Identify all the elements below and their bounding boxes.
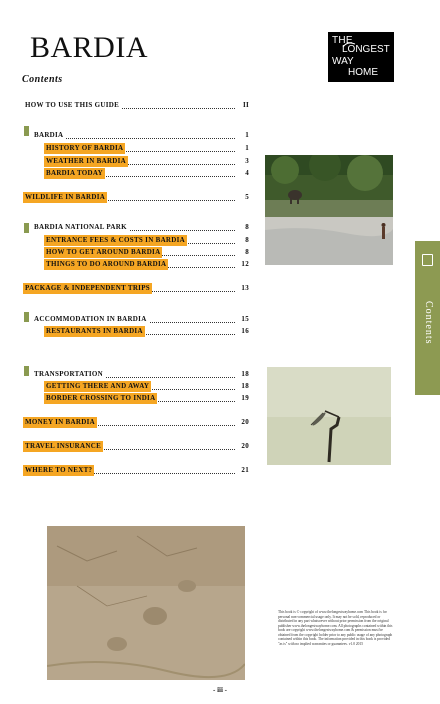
logo-line-3: WAY: [332, 56, 354, 67]
toc-entry-page: 1: [237, 143, 249, 154]
toc-entry-label: BARDIA: [34, 131, 64, 139]
toc-entry-history[interactable]: [44, 143, 249, 154]
toc-entry-wildlife[interactable]: [23, 192, 249, 203]
elephant-river-photo: [265, 155, 393, 265]
toc-entry-restaurants[interactable]: [44, 326, 249, 337]
toc-entry-how-to-use[interactable]: [23, 100, 249, 111]
toc-entry-label: BARDIA NATIONAL PARK: [34, 223, 127, 231]
toc-entry-page: 3: [237, 156, 249, 167]
page-number: - iii -: [213, 686, 227, 694]
toc-entry-label: ACCOMMODATION IN BARDIA: [34, 315, 147, 323]
toc-entry-bardia-today[interactable]: [44, 168, 249, 179]
toc-entry-label: GETTING THERE AND AWAY: [46, 382, 150, 390]
toc-entry-get-around[interactable]: [44, 247, 249, 258]
toc-entry-weather[interactable]: [44, 156, 249, 167]
toc-entry-label: WHERE TO NEXT?: [25, 466, 93, 474]
toc-entry-insurance[interactable]: [23, 441, 249, 452]
toc-entry-page: 21: [237, 465, 249, 476]
sand-tracks-image: [47, 526, 245, 680]
toc-entry-transportation[interactable]: [32, 369, 249, 380]
toc-entry-page: 16: [237, 326, 249, 337]
section-marker: [24, 312, 29, 322]
publisher-logo: [328, 32, 394, 82]
section-marker: [24, 366, 29, 376]
toc-entry-label: HOW TO USE THIS GUIDE: [25, 101, 120, 109]
toc-entry-label: HOW TO GET AROUND BARDIA: [46, 248, 161, 256]
contents-heading: Contents: [22, 74, 63, 85]
toc-entry-page: 18: [237, 369, 249, 380]
toc-entry-page: 18: [237, 381, 249, 392]
toc-entry-money[interactable]: [23, 417, 249, 428]
dragonfly-image: [267, 367, 391, 465]
logo-line-2: LONGEST: [342, 44, 390, 55]
sand-tracks-photo: [47, 526, 245, 680]
toc-entry-page: II: [237, 100, 249, 111]
logo-line-1: THE: [332, 35, 353, 46]
toc-entry-things-to-do[interactable]: [44, 259, 249, 270]
document-icon: [422, 254, 433, 266]
section-marker: [24, 126, 29, 136]
toc-entry-page: 12: [237, 259, 249, 270]
toc-entry-label: THINGS TO DO AROUND BARDIA: [46, 260, 167, 268]
toc-entry-label: TRAVEL INSURANCE: [25, 442, 102, 450]
toc-entry-page: 20: [237, 441, 249, 452]
side-tab-label: Contents: [423, 301, 434, 345]
toc-entry-entrance-fees[interactable]: [44, 235, 249, 246]
toc-entry-label: MONEY IN BARDIA: [25, 418, 95, 426]
toc-entry-national-park[interactable]: [32, 222, 249, 233]
toc-entry-label: TRANSPORTATION: [34, 370, 104, 378]
toc-entry-label: WEATHER IN BARDIA: [46, 157, 127, 165]
toc-entry-page: 20: [237, 417, 249, 428]
toc-entry-bardia[interactable]: [32, 130, 249, 141]
toc-entry-page: 1: [237, 130, 249, 141]
toc-entry-page: 19: [237, 393, 249, 404]
dragonfly-photo: [267, 367, 391, 465]
elephant-river-image: [265, 155, 393, 265]
toc-entry-page: 4: [237, 168, 249, 179]
contents-side-tab[interactable]: [415, 241, 440, 395]
toc-entry-border-crossing[interactable]: [44, 393, 249, 404]
toc-entry-label: BORDER CROSSING TO INDIA: [46, 394, 156, 402]
toc-entry-label: WILDLIFE IN BARDIA: [25, 193, 106, 201]
page-title: BARDIA: [30, 31, 149, 64]
section-marker: [24, 223, 29, 233]
toc-entry-label: PACKAGE & INDEPENDENT TRIPS: [25, 284, 150, 292]
logo-line-4: HOME: [348, 67, 378, 78]
toc-entry-getting-there[interactable]: [44, 381, 249, 392]
toc-entry-label: RESTAURANTS IN BARDIA: [46, 327, 143, 335]
toc-entry-page: 5: [237, 192, 249, 203]
toc-entry-page: 15: [237, 314, 249, 325]
toc-entry-package-trips[interactable]: [23, 283, 249, 294]
toc-entry-where-next[interactable]: [23, 465, 249, 476]
toc-entry-page: 8: [237, 222, 249, 233]
toc-entry-label: BARDIA TODAY: [46, 169, 103, 177]
copyright-notice: This book is © copyright of www.thelongestwayhome.com This book is for personal non-commercial usage only. It may not be sold, reproduced or distributed in any part whatsoever without prior permission from the original publisher www.thelongestwayhome.com. All photographs contained within this book are copyright www.thelongestwayhome.com & permission must be obtained from the copyright holder prior to any public usage of any photograph contained within this book. The information provided in this book is provided "as is" with no implied warranties or guarantees. v1.0 2015: [278, 610, 393, 646]
toc-entry-accommodation[interactable]: [32, 314, 249, 325]
toc-entry-label: HISTORY OF BARDIA: [46, 144, 124, 152]
toc-entry-page: 13: [237, 283, 249, 294]
toc-entry-page: 8: [237, 247, 249, 258]
toc-entry-page: 8: [237, 235, 249, 246]
toc-entry-label: ENTRANCE FEES & COSTS IN BARDIA: [46, 236, 186, 244]
